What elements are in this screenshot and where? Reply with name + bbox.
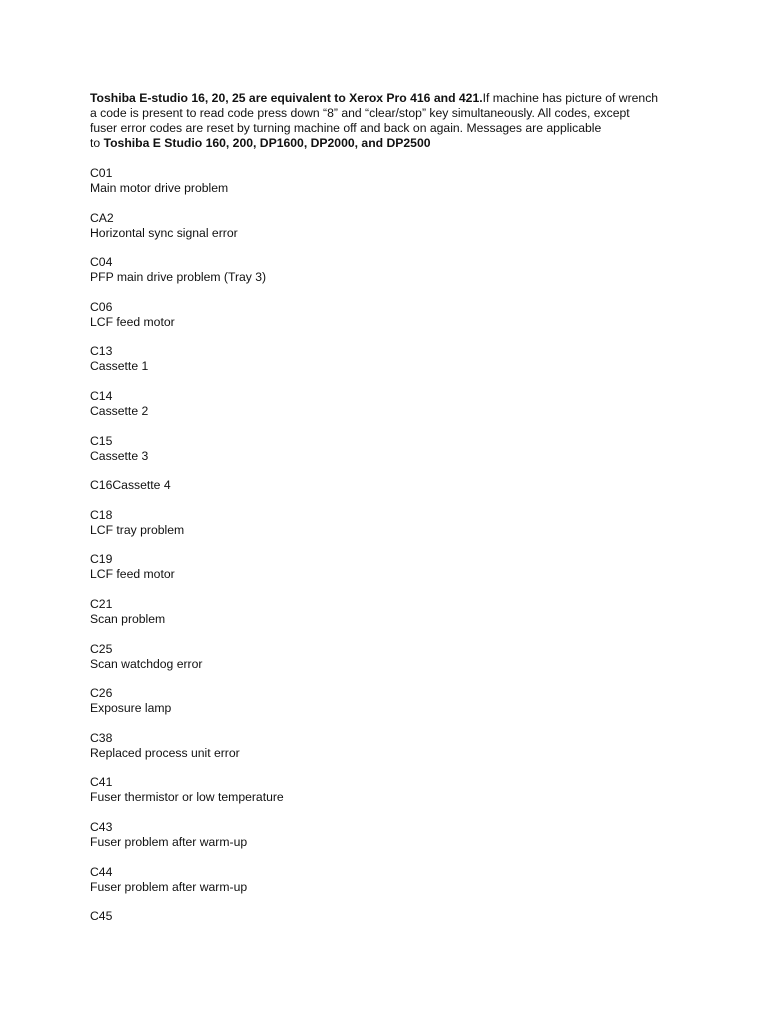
intro-line-4-bold: Toshiba E Studio 160, 200, DP1600, DP2000, and DP2500 — [103, 136, 431, 150]
error-code-entry — [90, 775, 690, 805]
error-description: Fuser thermistor or low temperature — [90, 790, 284, 805]
error-code: C21 — [90, 596, 113, 611]
error-description: Exposure lamp — [90, 701, 172, 716]
error-description: Cassette 4 — [112, 478, 171, 493]
error-code-entry — [90, 642, 690, 672]
error-description: Main motor drive problem — [90, 181, 229, 195]
error-code: C18 — [90, 507, 113, 522]
document-page — [90, 91, 690, 939]
error-description: Cassette 2 — [90, 403, 149, 418]
error-code: C25 — [90, 641, 113, 656]
intro-line-2: a code is present to read code press down “8” and “clear/stop” key simultaneously. All codes, except — [90, 106, 630, 120]
error-code: C44 — [90, 864, 113, 879]
intro-line-4-prefix: to — [90, 136, 104, 150]
error-code-entry — [90, 300, 690, 330]
error-description: LCF feed motor — [90, 314, 175, 329]
error-code-entry — [90, 166, 690, 196]
error-code-entry — [90, 597, 690, 627]
error-code: C41 — [90, 775, 113, 790]
error-code: C45 — [90, 909, 113, 924]
error-code-entry — [90, 820, 690, 850]
error-description: Cassette 3 — [90, 448, 149, 463]
error-code-entry — [90, 909, 690, 924]
error-code: C43 — [90, 819, 113, 834]
error-description: PFP main drive problem (Tray 3) — [90, 270, 267, 285]
error-description: LCF feed motor — [90, 567, 175, 582]
error-code: C16 — [90, 478, 113, 493]
error-code-entry — [90, 434, 690, 464]
error-code: C38 — [90, 730, 113, 745]
error-description: Fuser problem after warm-up — [90, 834, 248, 849]
error-description: Fuser problem after warm-up — [90, 879, 248, 894]
error-code: C14 — [90, 388, 113, 403]
error-code-entry — [90, 865, 690, 895]
error-code: C15 — [90, 433, 113, 448]
error-code-entry — [90, 255, 690, 285]
error-description: LCF tray problem — [90, 522, 185, 537]
error-code: C04 — [90, 255, 113, 270]
intro-bold-heading: Toshiba E-studio 16, 20, 25 are equivalent to Xerox Pro 416 and 421. — [90, 91, 483, 105]
error-code: CA2 — [90, 210, 114, 225]
error-code: C13 — [90, 344, 113, 359]
error-code-entry — [90, 731, 690, 761]
error-code-entry — [90, 344, 690, 374]
error-code-entry — [90, 389, 690, 419]
error-description: Replaced process unit error — [90, 745, 240, 760]
error-code-list — [90, 166, 690, 924]
intro-line-3: fuser error codes are reset by turning machine off and back on again. Messages are applicable — [90, 121, 602, 135]
intro-text: If machine has picture of wrench — [482, 91, 659, 105]
error-code: C19 — [90, 552, 113, 567]
error-code-entry — [90, 686, 690, 716]
error-code: C26 — [90, 686, 113, 701]
error-code: C06 — [90, 299, 113, 314]
error-description: Scan watchdog error — [90, 656, 203, 671]
error-description: Horizontal sync signal error — [90, 225, 238, 240]
error-description: Scan problem — [90, 611, 166, 626]
error-code: C01 — [90, 166, 113, 180]
error-code-entry — [90, 211, 690, 241]
error-code-entry — [90, 478, 690, 493]
intro-paragraph — [90, 91, 690, 151]
error-code-entry — [90, 508, 690, 538]
error-code-entry — [90, 552, 690, 582]
error-description: Cassette 1 — [90, 359, 149, 374]
